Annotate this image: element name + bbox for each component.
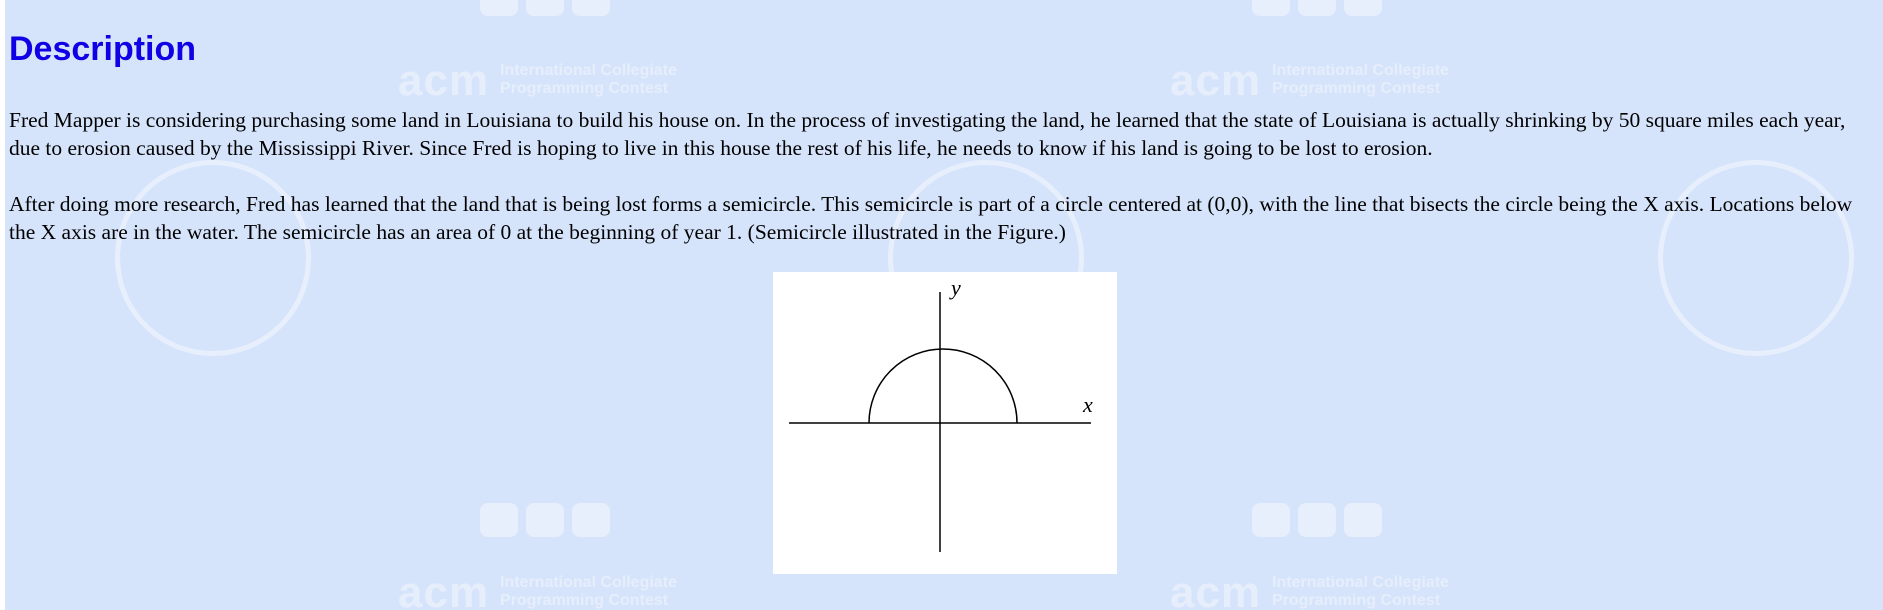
watermark-caption-bottom-right: International Collegiate Programming Contest — [1272, 574, 1449, 609]
watermark-logo-bottom-right: acm — [1170, 568, 1262, 610]
watermark-logo-top-right: acm — [1170, 56, 1262, 105]
watermark-icons-bottom-right — [1252, 503, 1382, 537]
watermark-logo-top-left: acm — [398, 56, 490, 105]
watermark-logo-bottom-left: acm — [398, 568, 490, 610]
section-title: Description — [9, 30, 197, 68]
semicircle-diagram — [773, 272, 1117, 574]
semicircle-arc — [869, 349, 1017, 423]
problem-description — [9, 0, 1875, 246]
watermark-caption-bottom-left: International Collegiate Programming Contest — [500, 574, 677, 609]
y-axis-label: y — [951, 275, 961, 300]
x-axis-label: x — [1083, 392, 1093, 417]
left-border-strip — [0, 0, 5, 610]
semicircle-figure — [773, 272, 1117, 574]
description-paragraph-2: After doing more research, Fred has learned that the land that is being lost forms a semicircle. This semicircle is part of a circle centered at (0,0), with the line that bisects the circle being the X axis. Locations below the X axis are in the water. The semicircle has an area of 0 at the beginning of year 1. (Semicircle illustrated in the Figure.) — [9, 192, 1853, 244]
watermark-caption-top-right: International Collegiate Programming Contest — [1272, 62, 1449, 97]
watermark-caption-top-left: International Collegiate Programming Contest — [500, 62, 677, 97]
watermark-icons-bottom-left — [480, 503, 610, 537]
description-paragraph-1: Fred Mapper is considering purchasing some land in Louisiana to build his house on. In the process of investigating the land, he learned that the state of Louisiana is actually shrinking by 50 square miles each year, due to erosion caused by the Mississippi River. Since Fred is hoping to live in this house the rest of his life, he needs to know if his land is going to be lost to erosion. — [9, 108, 1846, 160]
